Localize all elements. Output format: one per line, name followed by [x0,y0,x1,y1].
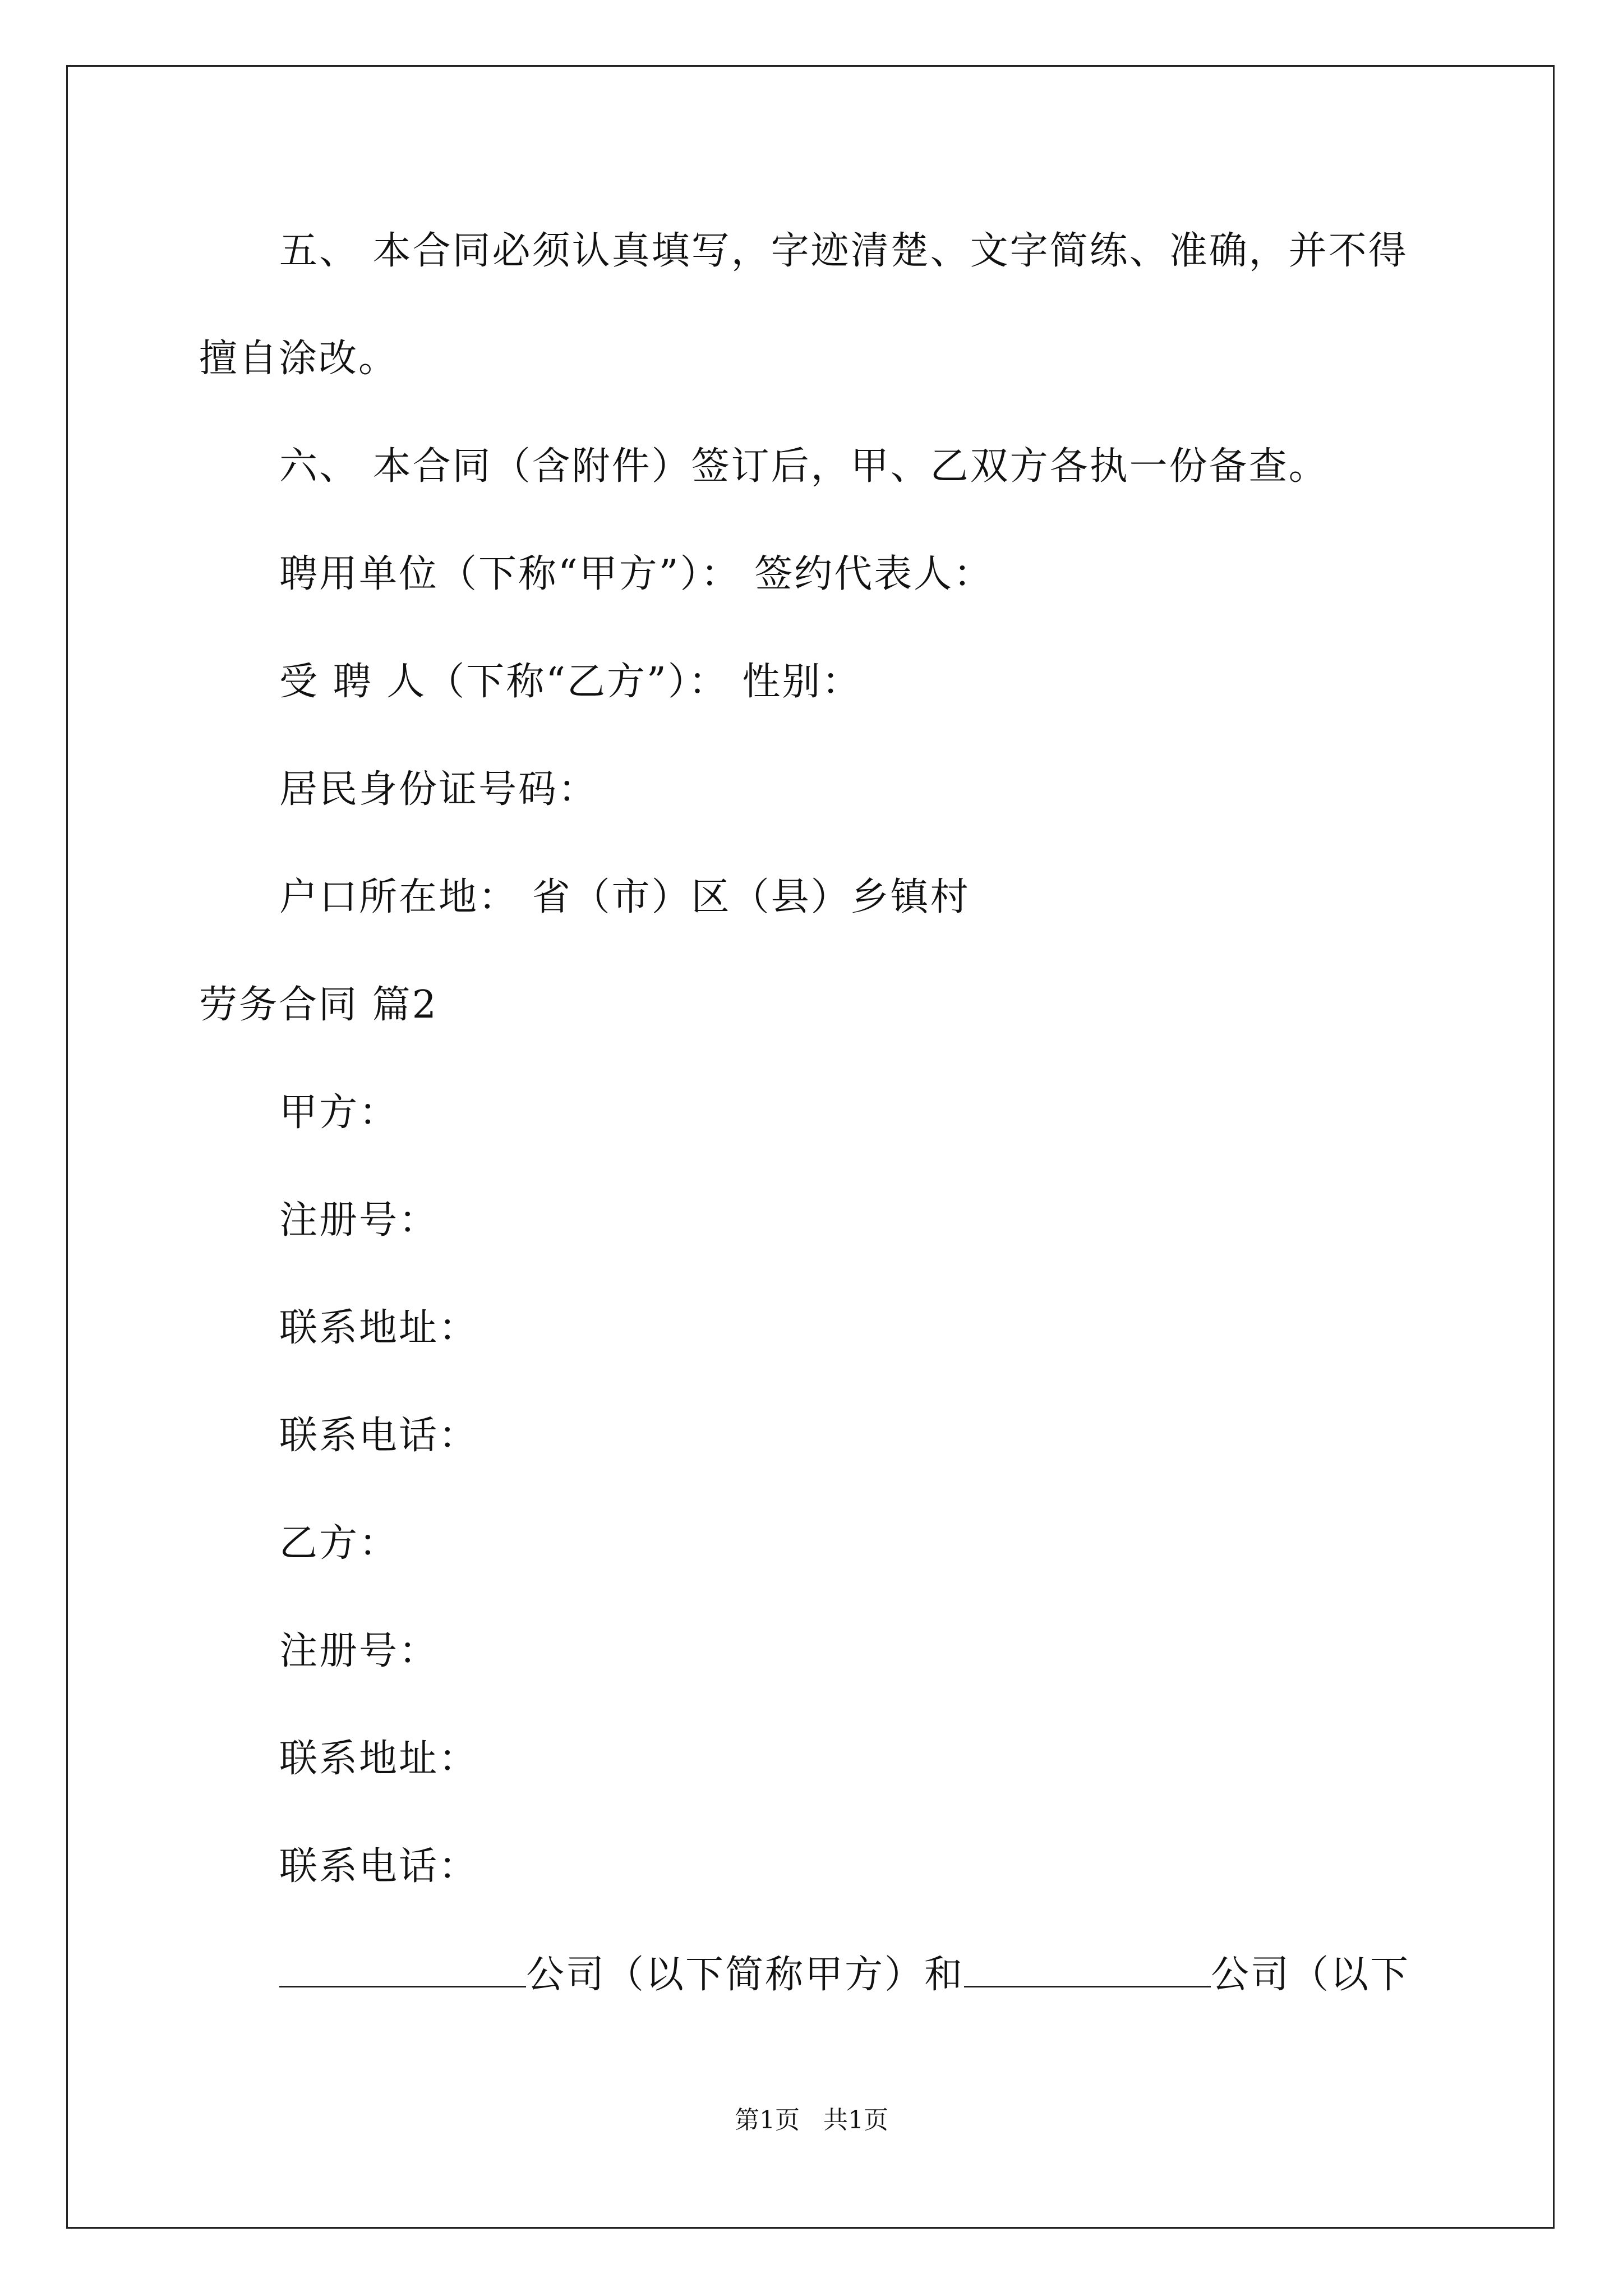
party-a-address-label: 联系地址： [279,1306,479,1350]
clause-6: 六、 本合同（含附件）签订后，甲、乙双方各执一份备查。 [279,444,1329,489]
page-border [66,65,1555,2229]
section-title: 劳务合同 篇2 [199,983,438,1027]
party-b-phone-label: 联系电话： [279,1844,479,1889]
company-b-blank [964,1952,1211,1987]
company-a-blank [279,1952,526,1987]
household-line: 户口所在地： 省（市）区（县）乡镇村 [279,875,970,919]
party-b-address-label: 联系地址： [279,1737,479,1781]
party-b-reg-label: 注册号： [279,1629,439,1673]
party-b-label: 乙方： [279,1521,399,1566]
clause-5-line2: 擅自涂改。 [199,337,399,381]
id-number-line: 居民身份证号码： [279,767,598,812]
party-a-label: 甲方： [279,1091,399,1135]
page-footer: 第1页 共1页 [735,2106,888,2134]
company-line [279,1952,1410,1998]
party-a-phone-label: 联系电话： [279,1414,479,1458]
employer-line: 聘用单位（下称“甲方”）： 签约代表人： [279,552,994,596]
party-a-reg-label: 注册号： [279,1198,439,1243]
company-line-part2: 公司（以下 [1211,1953,1410,1997]
company-line-part1: 公司（以下简称甲方）和 [526,1953,965,1997]
employee-line: 受 聘 人（下称“乙方”）： 性别： [279,660,862,704]
clause-5-line1: 五、 本合同必须认真填写，字迹清楚、文字简练、准确，并不得 [279,229,1408,273]
